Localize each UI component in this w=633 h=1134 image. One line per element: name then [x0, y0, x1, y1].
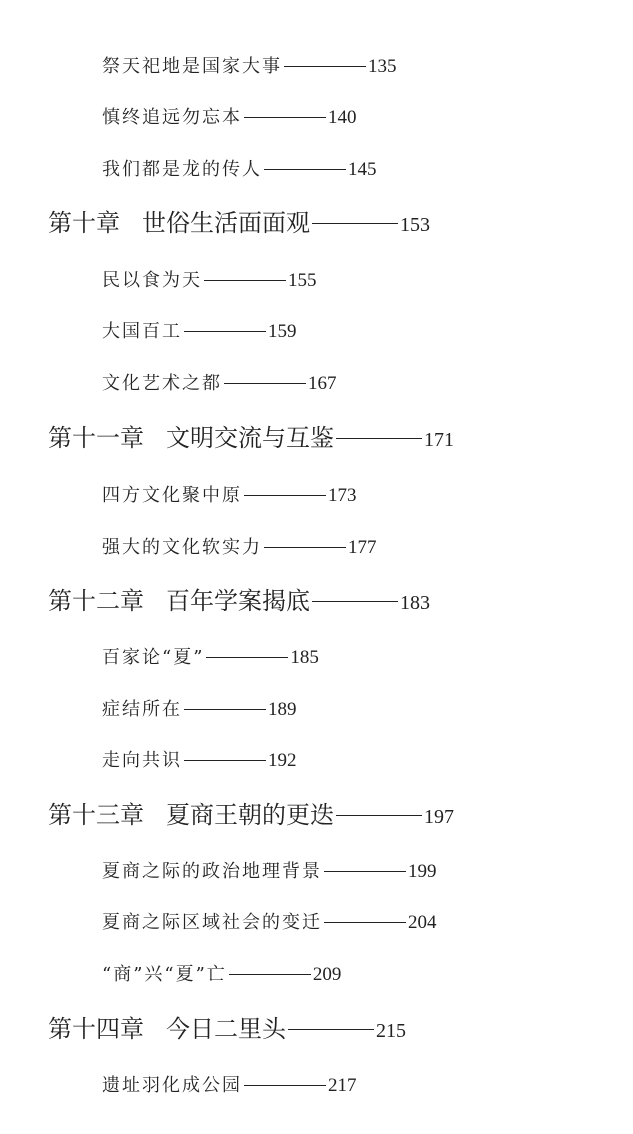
- section-title: 我们都是龙的传人: [102, 159, 262, 180]
- toc-section-row: [102, 160, 377, 179]
- page-number: 204: [408, 912, 437, 933]
- page-number: 177: [348, 537, 377, 558]
- section-title: “商”兴“夏”亡: [102, 964, 227, 985]
- section-title: 遗址羽化成公园: [102, 1075, 242, 1096]
- toc-section-row: [102, 538, 377, 557]
- chapter-number: 第十一章: [48, 424, 144, 452]
- leader-line: [184, 760, 266, 761]
- toc-chapter-row: [48, 1017, 406, 1041]
- page-number: 199: [408, 861, 437, 882]
- chapter-title: 世俗生活面面观: [142, 209, 310, 237]
- leader-line: [336, 815, 422, 816]
- toc-section-row: [102, 271, 317, 290]
- page-number: 167: [308, 373, 337, 394]
- page-number: 192: [268, 750, 297, 771]
- page-number: 173: [328, 485, 357, 506]
- section-title: 民以食为天: [102, 270, 202, 291]
- page-number: 215: [376, 1020, 406, 1042]
- toc-section-row: [102, 965, 341, 984]
- section-title: 祭天祀地是国家大事: [102, 56, 282, 77]
- toc-section-row: [102, 862, 437, 881]
- chapter-number: 第十三章: [48, 801, 144, 829]
- leader-line: [288, 1029, 374, 1030]
- toc-chapter-row: [48, 803, 454, 827]
- leader-line: [284, 66, 366, 67]
- chapter-number: 第十四章: [48, 1015, 144, 1043]
- leader-line: [324, 922, 406, 923]
- leader-line: [244, 1085, 326, 1086]
- toc-section-row: [102, 486, 357, 505]
- toc-section-row: [102, 913, 437, 932]
- chapter-number: 第十二章: [48, 587, 144, 615]
- toc-chapter-row: [48, 589, 430, 613]
- section-title: 慎终追远勿忘本: [102, 107, 242, 128]
- section-title: 症结所在: [102, 699, 182, 720]
- section-title: 大国百工: [102, 321, 182, 342]
- page-number: 209: [312, 964, 342, 985]
- page-number: 153: [400, 214, 430, 236]
- toc-section-row: [102, 57, 397, 76]
- page-number: 183: [400, 592, 430, 614]
- leader-line: [324, 871, 406, 872]
- leader-line: [244, 117, 326, 118]
- page-number: 185: [290, 647, 319, 668]
- chapter-title: 夏商王朝的更迭: [166, 801, 334, 829]
- section-title: 夏商之际的政治地理背景: [102, 861, 322, 882]
- leader-line: [264, 547, 346, 548]
- chapter-number: 第十章: [48, 209, 120, 237]
- toc-section-row: [102, 1076, 357, 1095]
- toc-chapter-row: [48, 211, 430, 235]
- chapter-title: 百年学案揭底: [166, 587, 310, 615]
- chapter-title: 文明交流与互鉴: [166, 424, 334, 452]
- section-title: 百家论“夏”: [102, 647, 205, 668]
- page-number: 135: [368, 56, 397, 77]
- chapter-title: 今日二里头: [166, 1015, 286, 1043]
- leader-line: [184, 709, 266, 710]
- section-title: 四方文化聚中原: [102, 485, 242, 506]
- page-number: 171: [424, 429, 454, 451]
- toc-section-row: [102, 108, 357, 127]
- page-number: 217: [328, 1075, 357, 1096]
- page-number: 155: [288, 270, 317, 291]
- leader-line: [312, 223, 398, 224]
- page-number: 189: [268, 699, 297, 720]
- toc-chapter-row: [48, 426, 454, 450]
- section-title: 强大的文化软实力: [102, 537, 262, 558]
- leader-line: [244, 495, 326, 496]
- section-title: 走向共识: [102, 750, 182, 771]
- leader-line: [336, 438, 422, 439]
- section-title: 文化艺术之都: [102, 373, 222, 394]
- leader-line: [229, 974, 311, 975]
- leader-line: [312, 601, 398, 602]
- page-number: 145: [348, 159, 377, 180]
- toc-section-row: [102, 374, 337, 393]
- page-number: 140: [328, 107, 357, 128]
- page-number: 197: [424, 806, 454, 828]
- section-title: 夏商之际区域社会的变迁: [102, 912, 322, 933]
- toc-section-row: [102, 700, 297, 719]
- leader-line: [184, 331, 266, 332]
- toc-section-row: [102, 648, 319, 667]
- toc-section-row: [102, 322, 297, 341]
- leader-line: [224, 383, 306, 384]
- toc-section-row: [102, 751, 297, 770]
- leader-line: [204, 280, 286, 281]
- leader-line: [206, 657, 288, 658]
- leader-line: [264, 169, 346, 170]
- page-number: 159: [268, 321, 297, 342]
